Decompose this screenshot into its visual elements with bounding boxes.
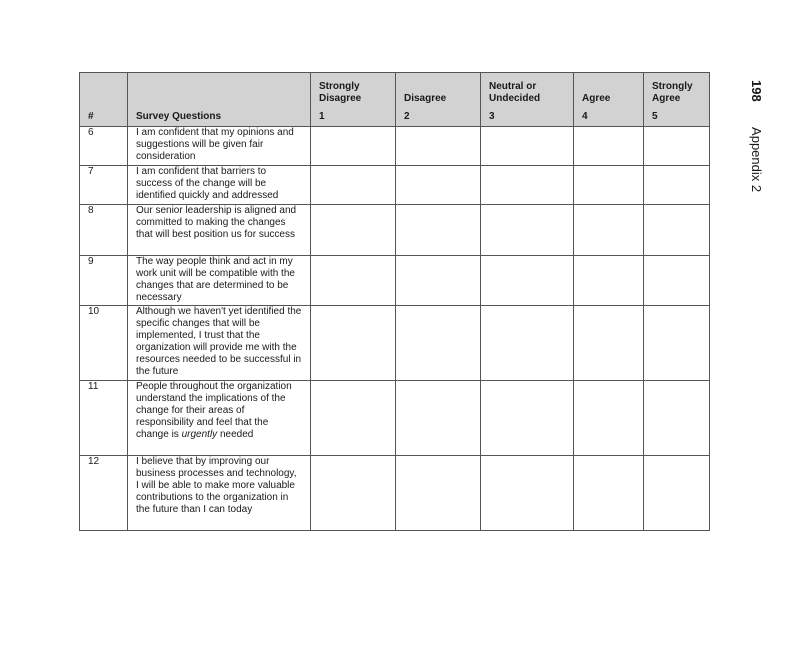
- table-row: [80, 256, 710, 306]
- response-cell-3[interactable]: [481, 205, 574, 256]
- response-cell-2[interactable]: [396, 381, 481, 456]
- row-question: I believe that by improving our business processes and technology, I will be able to make more valuable contributions to the organization in the future than I can today: [128, 456, 311, 531]
- row-number: 8: [80, 205, 128, 256]
- row-question: I am confident that barriers to success of the change will be identified quickly and addressed: [128, 166, 311, 205]
- table-row: [80, 205, 710, 256]
- header-disagree: Disagree: [396, 73, 481, 109]
- table-row: [80, 166, 710, 205]
- response-cell-3[interactable]: [481, 127, 574, 166]
- response-cell-2[interactable]: [396, 306, 481, 381]
- response-cell-5[interactable]: [644, 166, 710, 205]
- response-cell-4[interactable]: [574, 256, 644, 306]
- question-text: People throughout the organization understand the implications of the change for their areas of responsibility and feel that the change is: [136, 381, 292, 440]
- response-cell-4[interactable]: [574, 306, 644, 381]
- row-number: 6: [80, 127, 128, 166]
- response-cell-5[interactable]: [644, 205, 710, 256]
- response-cell-5[interactable]: [644, 127, 710, 166]
- response-cell-1[interactable]: [311, 306, 396, 381]
- response-cell-1[interactable]: [311, 127, 396, 166]
- response-cell-4[interactable]: [574, 456, 644, 531]
- response-cell-3[interactable]: [481, 456, 574, 531]
- response-cell-1[interactable]: [311, 166, 396, 205]
- response-cell-5[interactable]: [644, 256, 710, 306]
- scale-value-1: 1: [311, 108, 396, 127]
- row-number: 10: [80, 306, 128, 381]
- header-survey-questions: Survey Questions: [128, 73, 311, 127]
- survey-table: [79, 72, 710, 531]
- scale-value-2: 2: [396, 108, 481, 127]
- response-cell-3[interactable]: [481, 306, 574, 381]
- header-neutral: Neutral or Undecided: [481, 73, 574, 109]
- table-row: [80, 127, 710, 166]
- response-cell-2[interactable]: [396, 205, 481, 256]
- scale-value-3: 3: [481, 108, 574, 127]
- row-number: 9: [80, 256, 128, 306]
- response-cell-2[interactable]: [396, 456, 481, 531]
- header-agree: Agree: [574, 73, 644, 109]
- row-number: 11: [80, 381, 128, 456]
- response-cell-2[interactable]: [396, 127, 481, 166]
- response-cell-1[interactable]: [311, 256, 396, 306]
- response-cell-4[interactable]: [574, 381, 644, 456]
- row-number: 12: [80, 456, 128, 531]
- header-strongly-agree: Strongly Agree: [644, 73, 710, 109]
- row-question: The way people think and act in my work unit will be compatible with the changes that are determined to be necessary: [128, 256, 311, 306]
- row-question: Although we haven't yet identified the specific changes that will be implemented, I trust that the organization will provide me with the resources needed to be successful in the future: [128, 306, 311, 381]
- response-cell-3[interactable]: [481, 166, 574, 205]
- question-emphasis: urgently: [181, 429, 218, 440]
- row-question: Our senior leadership is aligned and committed to making the changes that will best position us for success: [128, 205, 311, 256]
- header-num: #: [80, 73, 128, 127]
- response-cell-1[interactable]: [311, 381, 396, 456]
- response-cell-1[interactable]: [311, 456, 396, 531]
- header-strongly-disagree: Strongly Disagree: [311, 73, 396, 109]
- scale-value-5: 5: [644, 108, 710, 127]
- response-cell-4[interactable]: [574, 166, 644, 205]
- response-cell-1[interactable]: [311, 205, 396, 256]
- response-cell-3[interactable]: [481, 381, 574, 456]
- table-row: [80, 381, 710, 456]
- response-cell-2[interactable]: [396, 256, 481, 306]
- table-row: [80, 306, 710, 381]
- response-cell-4[interactable]: [574, 127, 644, 166]
- row-number: 7: [80, 166, 128, 205]
- response-cell-3[interactable]: [481, 256, 574, 306]
- response-cell-5[interactable]: [644, 381, 710, 456]
- response-cell-5[interactable]: [644, 456, 710, 531]
- section-label: Appendix 2: [749, 127, 764, 193]
- table-row: [80, 456, 710, 531]
- page-number: 198: [749, 80, 764, 102]
- response-cell-5[interactable]: [644, 306, 710, 381]
- question-text-end: needed: [219, 429, 254, 440]
- response-cell-2[interactable]: [396, 166, 481, 205]
- side-running-head: [749, 80, 764, 192]
- scale-value-4: 4: [574, 108, 644, 127]
- row-question: [128, 381, 311, 456]
- row-question: I am confident that my opinions and suggestions will be given fair consideration: [128, 127, 311, 166]
- response-cell-4[interactable]: [574, 205, 644, 256]
